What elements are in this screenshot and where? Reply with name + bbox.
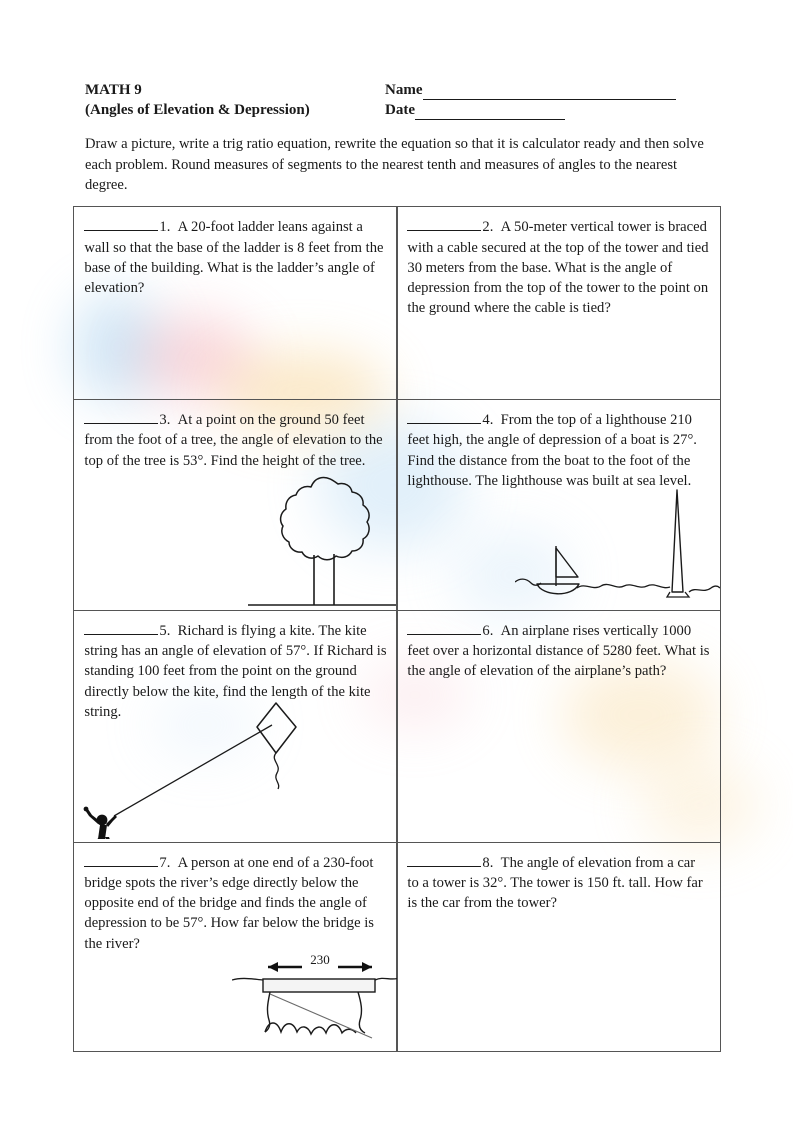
problem-body: Richard is flying a kite. The kite string has an angle of elevation of 57°. If Richard is standing 100 feet from the point on the ground directly below the kite, find the length of the kite string.	[84, 623, 387, 720]
problem-cell-7	[73, 842, 397, 1052]
problem-body: The angle of elevation from a car to a tower is 32°. The tower is 150 ft. tall. How far is the car from the tower?	[407, 854, 703, 912]
problem-body: A 50-meter vertical tower is braced with a cable secured at the top of the tower and tied 30 meters from the base. What is the angle of depression from the top of the tower to the point on the ground where the cable is tied?	[407, 219, 709, 317]
problem-number: 1.	[159, 219, 171, 236]
bridge-dimension-label: 230	[310, 951, 331, 967]
problem-number: 5.	[159, 623, 171, 640]
problem-cell-2	[396, 206, 720, 400]
answer-blank[interactable]	[84, 621, 158, 635]
answer-blank[interactable]	[407, 217, 481, 231]
problem-text-8	[407, 853, 709, 914]
problem-text-6	[407, 621, 709, 682]
problem-body: An airplane rises vertically 1000 feet over a horizontal distance of 5280 feet. What is the angle of elevation of the airplane’s path?	[407, 623, 710, 680]
answer-blank[interactable]	[84, 410, 158, 424]
problem-text-2	[407, 217, 709, 318]
problem-cell-5	[73, 610, 397, 843]
problem-number: 8.	[482, 854, 494, 871]
date-input-rule[interactable]	[415, 105, 565, 120]
name-input-rule[interactable]	[423, 85, 676, 100]
instructions-text: Draw a picture, write a trig ratio equation, rewrite the equation so that it is calculator ready and then solve each problem. Round measures of segments to the nearest tenth and measures of angles to the nearest degree.	[85, 136, 704, 193]
problem-cell-8	[396, 842, 720, 1052]
date-field-row	[385, 100, 710, 120]
problem-number: 3.	[159, 412, 171, 429]
course-subtitle: (Angles of Elevation & Depression)	[85, 102, 310, 118]
answer-blank[interactable]	[407, 853, 481, 867]
problem-text-5	[84, 621, 386, 722]
answer-blank[interactable]	[84, 853, 158, 867]
tree-drawing	[248, 472, 396, 611]
bridge-drawing	[232, 948, 397, 1046]
problem-cell-3	[73, 399, 397, 611]
problem-body: A 20-foot ladder leans against a wall so that the base of the ladder is 8 feet from the base of the building. What is the ladder’s angle of elevation?	[84, 219, 384, 297]
name-label: Name	[385, 82, 423, 98]
problem-text-1	[84, 217, 386, 298]
date-label: Date	[385, 102, 415, 118]
boat-and-lighthouse-drawing	[515, 484, 720, 608]
problem-number: 7.	[159, 854, 171, 871]
problem-text-7	[84, 853, 386, 954]
course-title: MATH 9	[85, 82, 142, 98]
name-field-row	[385, 80, 710, 100]
answer-blank[interactable]	[407, 410, 481, 424]
problem-text-4	[407, 410, 709, 491]
problem-body: At a point on the ground 50 feet from the foot of a tree, the angle of elevation to the top of the tree is 53°. Find the height of the tree.	[84, 412, 383, 469]
problem-text-3	[84, 410, 386, 471]
header-left	[85, 80, 385, 120]
problem-cell-4	[396, 399, 720, 611]
problem-number: 2.	[482, 219, 494, 236]
answer-blank[interactable]	[84, 217, 158, 231]
problem-body: A person at one end of a 230-foot bridge spots the river’s edge directly below the opposite end of the bridge and finds the angle of depression to be 57°. How far below the bridge is the river?	[84, 854, 374, 952]
worksheet-header	[85, 80, 710, 120]
problem-body: From the top of a lighthouse 210 feet high, the angle of depression of a boat is 27°. Find the distance from the boat to the foot of the lighthouse. The lighthouse was built at sea level.	[407, 412, 697, 489]
problem-cell-1	[73, 206, 397, 400]
problem-number: 6.	[482, 623, 494, 640]
answer-blank[interactable]	[407, 621, 481, 635]
problem-cell-6	[396, 610, 720, 843]
problem-number: 4.	[482, 412, 494, 429]
header-right	[385, 80, 710, 120]
problem-grid	[73, 206, 721, 1052]
